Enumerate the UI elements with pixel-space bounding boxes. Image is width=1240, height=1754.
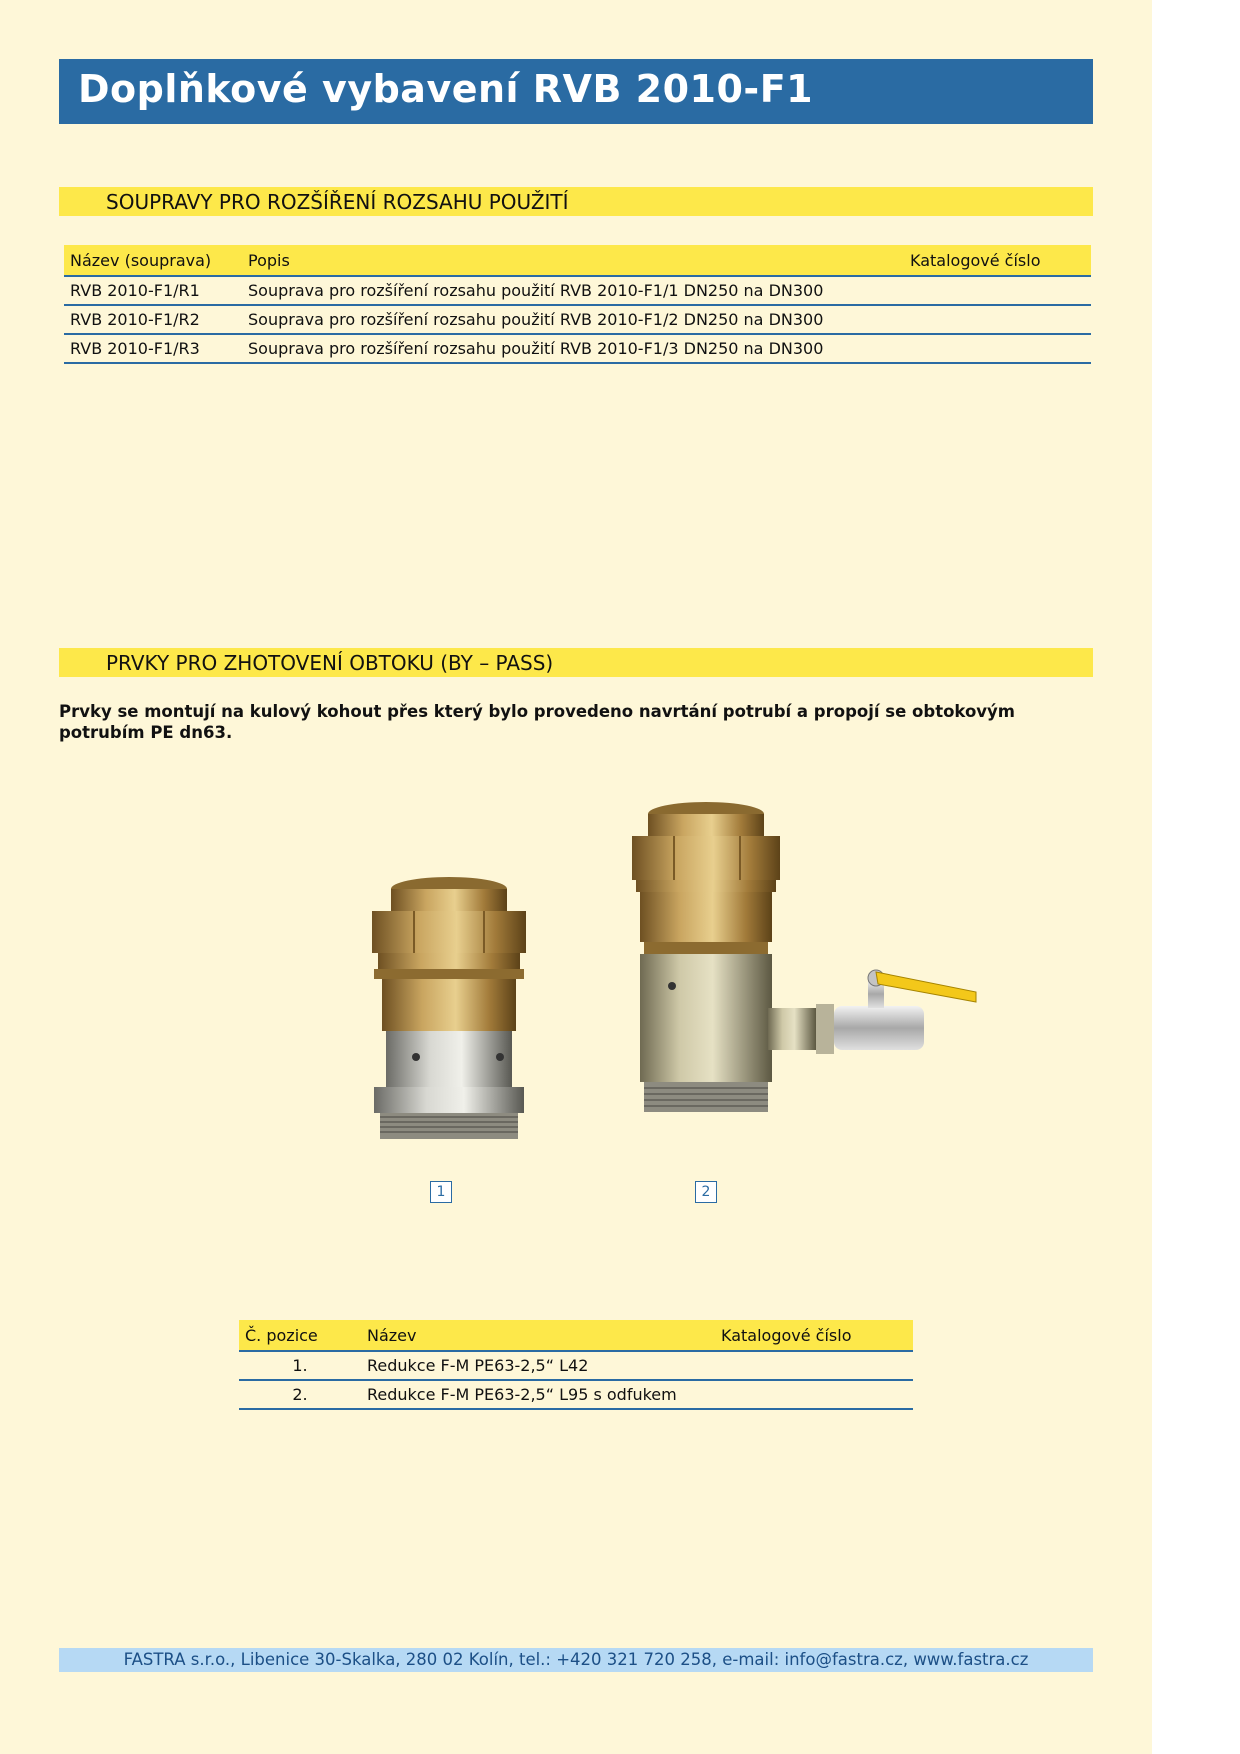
section-heading-bypass xyxy=(59,648,1093,677)
cell-catalog xyxy=(904,305,1091,334)
cell-name: RVB 2010-F1/R1 xyxy=(64,276,242,305)
section-heading-kits-text: SOUPRAVY PRO ROZŠÍŘENÍ ROZSAHU POUŽITÍ xyxy=(106,190,569,214)
reducer-l95-vent-photo xyxy=(632,800,984,1138)
col-header-name: Název xyxy=(361,1320,715,1351)
cell-catalog xyxy=(904,334,1091,363)
bypass-parts-table xyxy=(239,1320,913,1410)
title-bar xyxy=(59,59,1093,124)
figure-label-2: 2 xyxy=(695,1181,717,1203)
table-row xyxy=(64,305,1091,334)
cell-position: 2. xyxy=(239,1380,361,1409)
footer-contact-bar xyxy=(59,1648,1093,1672)
table-row xyxy=(64,276,1091,305)
table-row xyxy=(239,1380,913,1409)
section-heading-kits xyxy=(59,187,1093,216)
table-header-row xyxy=(239,1320,913,1351)
cell-catalog xyxy=(904,276,1091,305)
kits-table xyxy=(64,245,1091,364)
figure-label-1: 1 xyxy=(430,1181,452,1203)
cell-catalog xyxy=(715,1351,913,1380)
col-header-catalog: Katalogové číslo xyxy=(904,245,1091,276)
section-heading-bypass-text: PRVKY PRO ZHOTOVENÍ OBTOKU (BY – PASS) xyxy=(106,651,554,675)
col-header-name: Název (souprava) xyxy=(64,245,242,276)
cell-name: RVB 2010-F1/R2 xyxy=(64,305,242,334)
cell-catalog xyxy=(715,1380,913,1409)
reducer-l42-photo xyxy=(364,875,534,1147)
cell-name: Redukce F-M PE63-2,5“ L42 xyxy=(361,1351,715,1380)
col-header-desc: Popis xyxy=(242,245,904,276)
col-header-position: Č. pozice xyxy=(239,1320,361,1351)
col-header-catalog: Katalogové číslo xyxy=(715,1320,913,1351)
cell-desc: Souprava pro rozšíření rozsahu použití RVB 2010-F1/1 DN250 na DN300 xyxy=(242,276,904,305)
bypass-intro-text: Prvky se montují na kulový kohout přes který bylo provedeno navrtání potrubí a propojí se obtokovým potrubím PE dn63. xyxy=(59,702,1015,742)
table-row xyxy=(64,334,1091,363)
cell-name: Redukce F-M PE63-2,5“ L95 s odfukem xyxy=(361,1380,715,1409)
cell-desc: Souprava pro rozšíření rozsahu použití RVB 2010-F1/3 DN250 na DN300 xyxy=(242,334,904,363)
table-header-row xyxy=(64,245,1091,276)
cell-name: RVB 2010-F1/R3 xyxy=(64,334,242,363)
cell-desc: Souprava pro rozšíření rozsahu použití RVB 2010-F1/2 DN250 na DN300 xyxy=(242,305,904,334)
page-title: Doplňkové vybavení RVB 2010-F1 xyxy=(78,67,814,111)
cell-position: 1. xyxy=(239,1351,361,1380)
footer-contact-text: FASTRA s.r.o., Libenice 30-Skalka, 280 02 Kolín, tel.: +420 321 720 258, e-mail: info@fastra.cz, www.fastra.cz xyxy=(123,1650,1029,1669)
table-row xyxy=(239,1351,913,1380)
